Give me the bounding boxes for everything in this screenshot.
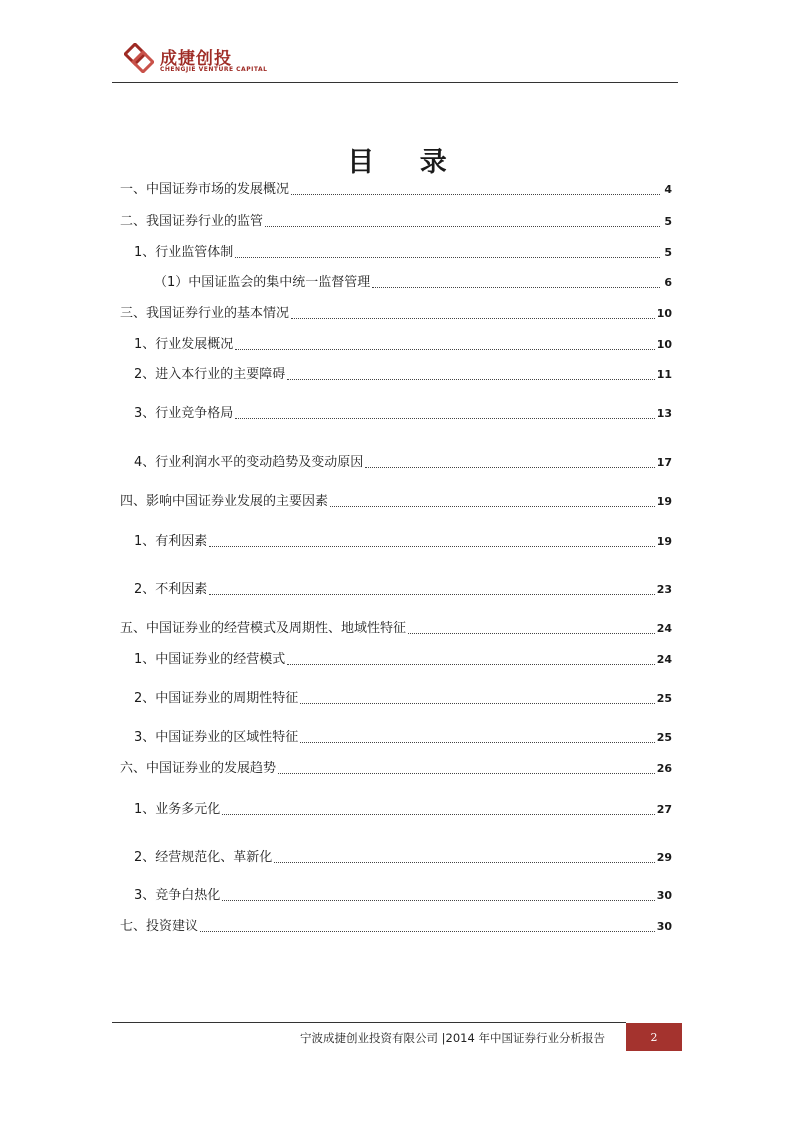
toc-entry-page: 19 <box>656 495 672 508</box>
header-divider <box>112 82 678 83</box>
toc-entry-label: 3、中国证券业的区域性特征 <box>134 730 299 745</box>
toc-entry-label: 六、中国证券业的发展趋势 <box>120 761 277 776</box>
toc-entry-label: 4、行业利润水平的变动趋势及变动原因 <box>134 455 364 470</box>
toc-entry-page: 29 <box>656 851 672 864</box>
toc-leader-dots <box>291 318 655 319</box>
toc-entry-page: 25 <box>656 731 672 744</box>
toc-entry-page: 6 <box>664 276 672 289</box>
toc-leader-dots <box>200 931 655 932</box>
toc-leader-dots <box>287 664 654 665</box>
toc-entry-page: 10 <box>656 307 672 320</box>
toc-entry-label: 2、不利因素 <box>134 582 208 597</box>
toc-entry[interactable] <box>134 886 672 906</box>
toc-leader-dots <box>300 703 654 704</box>
toc-entry[interactable] <box>120 492 672 512</box>
toc-entry-label: 三、我国证券行业的基本情况 <box>120 306 290 321</box>
toc-entry[interactable] <box>134 650 672 670</box>
toc-entry[interactable] <box>134 365 672 385</box>
toc-entry[interactable] <box>134 404 672 424</box>
toc-leader-dots <box>278 773 655 774</box>
toc-entry-page: 30 <box>656 920 672 933</box>
footer-divider <box>112 1022 626 1023</box>
toc-entry-page: 17 <box>656 456 672 469</box>
toc-entry-label: （1）中国证监会的集中统一监督管理 <box>154 275 371 290</box>
toc-entry-label: 二、我国证券行业的监管 <box>120 214 264 229</box>
toc-entry[interactable] <box>154 273 672 293</box>
toc-leader-dots <box>408 633 655 634</box>
toc-entry-label: 1、行业监管体制 <box>134 245 234 260</box>
page-number-badge <box>626 1023 682 1051</box>
toc-leader-dots <box>222 900 654 901</box>
toc-entry[interactable] <box>120 619 672 639</box>
page-header <box>112 40 678 84</box>
toc-entry[interactable] <box>120 759 672 779</box>
toc-leader-dots <box>235 418 654 419</box>
toc-entry-page: 11 <box>656 368 672 381</box>
toc-entry[interactable] <box>120 304 672 324</box>
toc-entry[interactable] <box>134 532 672 552</box>
toc-entry[interactable] <box>134 335 672 355</box>
toc-leader-dots <box>372 287 660 288</box>
toc-entry-label: 2、中国证券业的周期性特征 <box>134 691 299 706</box>
page-number: 2 <box>650 1030 658 1044</box>
toc-entry-page: 13 <box>656 407 672 420</box>
toc-leader-dots <box>274 862 654 863</box>
toc-entry-label: 3、竞争白热化 <box>134 888 221 903</box>
toc-entry[interactable] <box>120 180 672 200</box>
toc-entry-page: 23 <box>656 583 672 596</box>
toc-leader-dots <box>209 546 654 547</box>
toc-entry-page: 27 <box>656 803 672 816</box>
toc-entry[interactable] <box>134 689 672 709</box>
toc-leader-dots <box>330 506 655 507</box>
footer-text: 宁波成捷创业投资有限公司 |2014 年中国证券行业分析报告 <box>300 1031 605 1045</box>
toc-leader-dots <box>265 226 660 227</box>
toc-leader-dots <box>291 194 660 195</box>
toc-title: 目 录 <box>347 147 465 178</box>
toc-entry-page: 24 <box>656 622 672 635</box>
toc-leader-dots <box>235 257 660 258</box>
logo-text-en: CHENGJIE VENTURE CAPITAL <box>160 66 268 73</box>
toc-entry[interactable] <box>134 800 672 820</box>
toc-entry-label: 2、进入本行业的主要障碍 <box>134 367 286 382</box>
toc-entry[interactable] <box>134 848 672 868</box>
toc-entry-label: 1、中国证券业的经营模式 <box>134 652 286 667</box>
toc-entry-label: 四、影响中国证券业发展的主要因素 <box>120 494 329 509</box>
toc-leader-dots <box>300 742 654 743</box>
toc-entry-page: 30 <box>656 889 672 902</box>
toc-entry-page: 19 <box>656 535 672 548</box>
toc-entry[interactable] <box>134 243 672 263</box>
toc-entry[interactable] <box>120 212 672 232</box>
toc-entry-label: 3、行业竞争格局 <box>134 406 234 421</box>
toc-entry-label: 1、业务多元化 <box>134 802 221 817</box>
toc-leader-dots <box>235 349 654 350</box>
toc-entry-label: 一、中国证券市场的发展概况 <box>120 182 290 197</box>
logo-icon <box>124 43 154 73</box>
toc-entry-page: 26 <box>656 762 672 775</box>
toc-entry-label: 七、投资建议 <box>120 919 199 934</box>
toc-entry-page: 5 <box>664 215 672 228</box>
toc-entry[interactable] <box>134 728 672 748</box>
toc-entry[interactable] <box>134 580 672 600</box>
toc-leader-dots <box>365 467 654 468</box>
toc-entry-page: 25 <box>656 692 672 705</box>
toc-entry-page: 4 <box>664 183 672 196</box>
toc-entry[interactable] <box>120 917 672 937</box>
toc-leader-dots <box>209 594 654 595</box>
toc-entry-label: 1、行业发展概况 <box>134 337 234 352</box>
toc-entry-page: 24 <box>656 653 672 666</box>
toc-entry[interactable] <box>134 453 672 473</box>
toc-entry-page: 5 <box>664 246 672 259</box>
toc-entry-page: 10 <box>656 338 672 351</box>
toc-leader-dots <box>287 379 654 380</box>
toc-entry-label: 五、中国证券业的经营模式及周期性、地域性特征 <box>120 621 407 636</box>
toc-leader-dots <box>222 814 654 815</box>
toc-entry-label: 1、有利因素 <box>134 534 208 549</box>
toc-entry-label: 2、经营规范化、革新化 <box>134 850 273 865</box>
logo-text-cn: 成捷创投 <box>160 49 232 69</box>
